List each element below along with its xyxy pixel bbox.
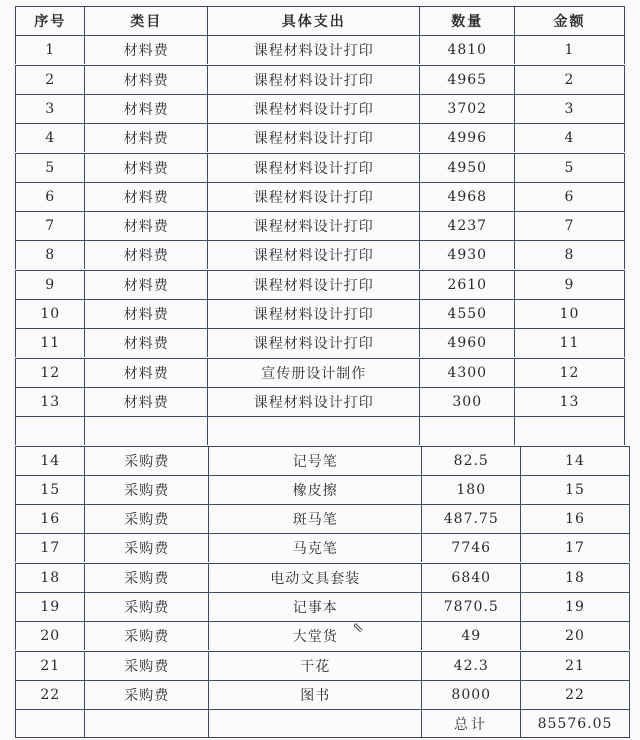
cell-index: 19 [15,592,85,621]
cell-category: 材料费 [84,153,208,182]
cell-category: 采购费 [84,621,209,650]
cell-amount: 3 [514,94,625,123]
table-row [15,446,630,475]
cell-quantity: 4968 [419,182,515,211]
cell-detail: 课程材料设计打印 [207,94,420,123]
table-row [15,153,625,182]
cell-amount: 11 [514,328,625,357]
cell-detail: 图书 [208,680,422,709]
cell-detail: 课程材料设计打印 [207,35,420,64]
cell-category: 采购费 [84,651,209,680]
cell-index: 8 [15,240,85,269]
cell-detail: 课程材料设计打印 [207,123,420,152]
cell-index: 21 [15,651,85,680]
cell-amount [514,416,625,445]
cell-detail: 记号笔 [208,446,422,475]
table-row [15,592,630,621]
cell-detail: 课程材料设计打印 [207,387,420,416]
cell-index: 5 [15,153,85,182]
cell-amount: 20 [520,621,630,650]
cell-index: 13 [15,387,85,416]
cell-quantity: 4930 [419,240,515,269]
cell-index: 10 [15,299,85,328]
cell-detail: 记事本 [208,592,422,621]
empty-cell [84,709,208,738]
cell-quantity: 7870.5 [421,592,521,621]
cell-quantity: 4237 [419,211,515,240]
cell-detail: 橡皮擦 [208,475,422,504]
cell-quantity: 82.5 [421,446,521,475]
cell-amount: 13 [514,387,625,416]
mouse-cursor-icon: ⇖ [352,620,364,636]
table-row [15,299,625,328]
cell-detail: 斑马笔 [208,504,422,533]
table-row [15,94,625,123]
cell-amount: 17 [520,533,630,562]
cell-quantity: 4810 [419,35,515,64]
table-row [15,416,625,445]
table-row [15,533,630,562]
cell-amount: 12 [514,358,625,387]
cell-quantity: 8000 [421,680,521,709]
header-detail: 具体支出 [207,6,420,35]
table-row [15,563,630,592]
cell-amount: 22 [520,680,630,709]
cell-index: 17 [15,533,85,562]
cell-category: 采购费 [84,563,209,592]
cell-quantity [419,416,515,445]
table-row [15,387,625,416]
cell-category: 采购费 [84,533,209,562]
cell-category: 采购费 [84,592,209,621]
cell-index: 3 [15,94,85,123]
cell-detail: 马克笔 [208,533,422,562]
cell-category: 采购费 [84,680,209,709]
cell-amount: 9 [514,270,625,299]
cell-index: 20 [15,621,85,650]
empty-cell [208,709,421,738]
cell-detail: 课程材料设计打印 [207,328,420,357]
table-row [15,475,630,504]
cell-category [84,416,208,445]
cell-quantity: 6840 [421,563,521,592]
cell-detail: 电动文具套装 [208,563,422,592]
cell-amount: 18 [520,563,630,592]
cell-quantity: 2610 [419,270,515,299]
cell-category: 材料费 [84,35,208,64]
total-label: 总计 [421,709,520,738]
cell-quantity: 487.75 [421,504,521,533]
cell-amount: 10 [514,299,625,328]
cell-category: 材料费 [84,94,208,123]
cell-quantity: 7746 [421,533,521,562]
cell-index: 16 [15,504,85,533]
cell-index: 18 [15,563,85,592]
header-amount: 金额 [514,6,625,35]
cell-index: 9 [15,270,85,299]
cell-detail: 课程材料设计打印 [207,211,420,240]
cell-index: 1 [15,35,85,64]
cell-quantity: 180 [421,475,521,504]
table-row [15,240,625,269]
cell-amount: 14 [520,446,630,475]
header-category: 类目 [84,6,208,35]
table-row [15,651,630,680]
empty-cell [15,709,84,738]
cell-quantity: 49 [421,621,521,650]
cell-amount: 1 [514,35,625,64]
cell-category: 采购费 [84,475,209,504]
cell-detail: 课程材料设计打印 [207,240,420,269]
cell-amount: 19 [520,592,630,621]
cell-index: 4 [15,123,85,152]
table-row [15,211,625,240]
table-row [15,123,625,152]
cell-amount: 15 [520,475,630,504]
table-row [15,328,625,357]
cell-category: 材料费 [84,358,208,387]
cell-index [15,416,85,445]
cell-quantity: 4550 [419,299,515,328]
cell-index: 15 [15,475,85,504]
cell-detail: 课程材料设计打印 [207,153,420,182]
table-row [15,270,625,299]
cell-detail: 宣传册设计制作 [207,358,420,387]
cell-detail: 课程材料设计打印 [207,270,420,299]
cell-category: 材料费 [84,182,208,211]
cell-quantity: 42.3 [421,651,521,680]
cell-category: 材料费 [84,123,208,152]
cell-category: 材料费 [84,240,208,269]
cell-quantity: 4300 [419,358,515,387]
cell-detail: 课程材料设计打印 [207,65,420,94]
cell-quantity: 4950 [419,153,515,182]
header-index: 序号 [15,6,85,35]
cell-amount: 7 [514,211,625,240]
table-header-row [15,6,625,35]
cell-detail: 干花 [208,651,422,680]
cell-quantity: 4996 [419,123,515,152]
cell-category: 材料费 [84,328,208,357]
cell-index: 14 [15,446,85,475]
cell-index: 11 [15,328,85,357]
cell-amount: 5 [514,153,625,182]
cell-amount: 6 [514,182,625,211]
header-quantity: 数量 [419,6,515,35]
cell-index: 6 [15,182,85,211]
cell-detail: 课程材料设计打印 [207,182,420,211]
cell-category: 材料费 [84,299,208,328]
cell-amount: 8 [514,240,625,269]
cell-category: 材料费 [84,65,208,94]
cell-category: 采购费 [84,446,209,475]
cell-quantity: 3702 [419,94,515,123]
table-row [15,504,630,533]
table-row [15,65,625,94]
cell-index: 12 [15,358,85,387]
table-row [15,621,630,650]
cell-detail: 课程材料设计打印 [207,299,420,328]
cell-amount: 21 [520,651,630,680]
table-row [15,680,630,709]
cell-detail: 大堂货 [208,621,422,650]
table-row [15,182,625,211]
table-row [15,358,625,387]
cell-category: 材料费 [84,270,208,299]
cell-category: 材料费 [84,387,208,416]
cell-index: 22 [15,680,85,709]
cell-quantity: 4965 [419,65,515,94]
cell-quantity: 4960 [419,328,515,357]
cell-amount: 2 [514,65,625,94]
table-row [15,35,625,64]
total-value: 85576.05 [520,709,630,738]
cell-amount: 4 [514,123,625,152]
cell-amount: 16 [520,504,630,533]
cell-category: 材料费 [84,211,208,240]
cell-quantity: 300 [419,387,515,416]
cell-index: 2 [15,65,85,94]
cell-index: 7 [15,211,85,240]
cell-detail [207,416,420,445]
cell-category: 采购费 [84,504,209,533]
